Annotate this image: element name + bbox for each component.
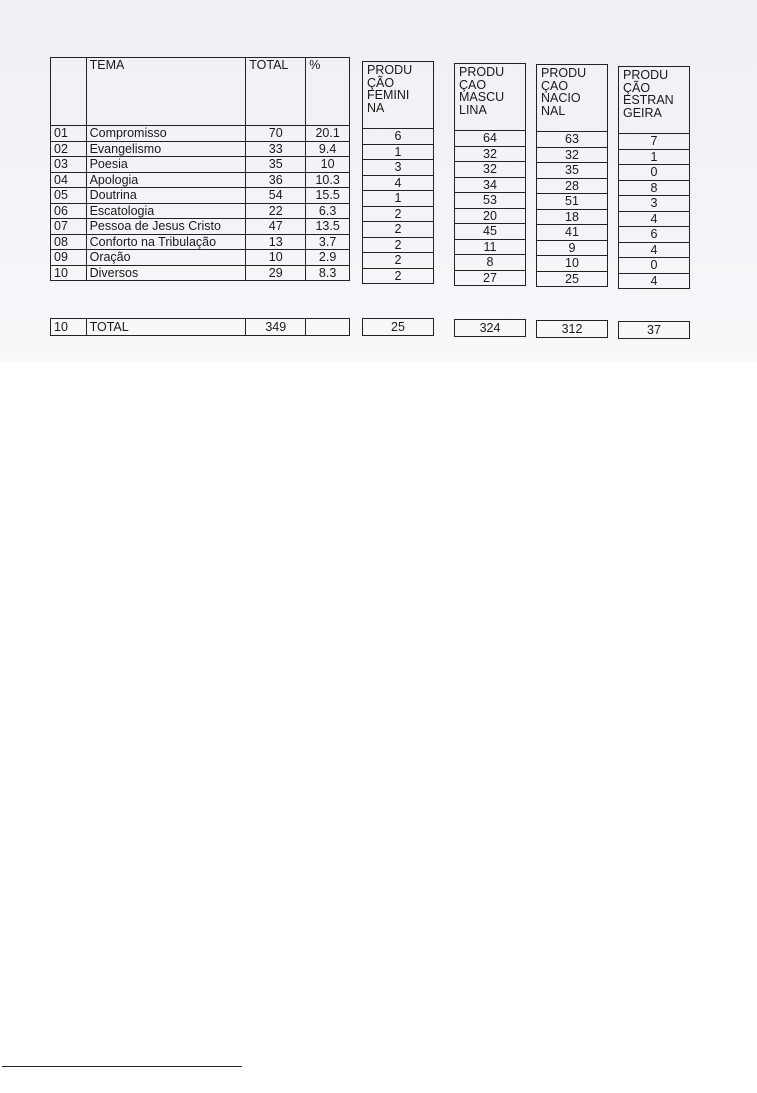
row-tema: Doutrina (86, 188, 246, 204)
totals-total: 349 (246, 319, 306, 336)
totals-table (50, 318, 350, 336)
header-num (51, 58, 87, 126)
table-row (363, 206, 434, 222)
table-row (455, 146, 526, 162)
row-fem: 4 (363, 175, 434, 191)
row-est: 3 (619, 196, 690, 212)
row-nac: 32 (537, 147, 608, 163)
row-pct: 9.4 (306, 141, 350, 157)
table-row (537, 132, 608, 148)
row-nac: 10 (537, 256, 608, 272)
table-row (363, 253, 434, 269)
row-fem: 1 (363, 191, 434, 207)
row-est: 7 (619, 134, 690, 150)
row-pct: 2.9 (306, 250, 350, 266)
row-masc: 32 (455, 162, 526, 178)
table-row (455, 162, 526, 178)
row-pct: 10.3 (306, 172, 350, 188)
header-pct: % (306, 58, 350, 126)
header-masculina: PRODU ÇAO MASCU LINA (455, 64, 526, 131)
table-row (363, 175, 434, 191)
row-nac: 25 (537, 271, 608, 287)
total-masculina: 324 (455, 320, 526, 337)
row-pct: 8.3 (306, 265, 350, 281)
row-est: 4 (619, 242, 690, 258)
table-row (363, 237, 434, 253)
totals-label: TOTAL (86, 319, 246, 336)
row-nac: 35 (537, 163, 608, 179)
masculina-table (454, 63, 526, 286)
table-row (363, 191, 434, 207)
table-row (537, 209, 608, 225)
table-row (455, 239, 526, 255)
header-total: TOTAL (246, 58, 306, 126)
row-tema: Oração (86, 250, 246, 266)
table-row (51, 265, 350, 281)
table-row (619, 134, 690, 150)
row-est: 6 (619, 227, 690, 243)
table-row (51, 203, 350, 219)
row-num: 05 (51, 188, 87, 204)
row-tema: Compromisso (86, 126, 246, 142)
row-fem: 2 (363, 237, 434, 253)
table-row (51, 141, 350, 157)
row-pct: 15.5 (306, 188, 350, 204)
row-total: 13 (246, 234, 306, 250)
masculina-total-table (454, 319, 526, 337)
row-est: 4 (619, 211, 690, 227)
row-pct: 20.1 (306, 126, 350, 142)
table-row (537, 163, 608, 179)
row-tema: Diversos (86, 265, 246, 281)
row-nac: 41 (537, 225, 608, 241)
table-row (455, 208, 526, 224)
header-nacional: PRODU ÇAO NACIO NAL (537, 65, 608, 132)
table-row (619, 242, 690, 258)
row-nac: 28 (537, 178, 608, 194)
row-pct: 10 (306, 157, 350, 173)
theme-table (50, 57, 350, 281)
table-row (363, 268, 434, 284)
row-est: 8 (619, 180, 690, 196)
row-masc: 32 (455, 146, 526, 162)
row-nac: 18 (537, 209, 608, 225)
row-num: 01 (51, 126, 87, 142)
table-row (455, 224, 526, 240)
total-estrangeira: 37 (619, 322, 690, 339)
row-num: 02 (51, 141, 87, 157)
feminina-total-table (362, 318, 434, 336)
row-masc: 11 (455, 239, 526, 255)
row-fem: 2 (363, 206, 434, 222)
row-num: 07 (51, 219, 87, 235)
table-row (51, 157, 350, 173)
row-nac: 51 (537, 194, 608, 210)
table-row (619, 149, 690, 165)
row-total: 35 (246, 157, 306, 173)
row-nac: 9 (537, 240, 608, 256)
row-est: 0 (619, 165, 690, 181)
table-row (619, 227, 690, 243)
row-total: 47 (246, 219, 306, 235)
row-masc: 45 (455, 224, 526, 240)
header-feminina: PRODU ÇÃO FEMINI NA (363, 62, 434, 129)
estrangeira-table (618, 66, 690, 289)
row-masc: 20 (455, 208, 526, 224)
table-row (363, 222, 434, 238)
header-row (51, 58, 350, 126)
row-tema: Conforto na Tribulação (86, 234, 246, 250)
table-row (537, 271, 608, 287)
row-nac: 63 (537, 132, 608, 148)
row-masc: 53 (455, 193, 526, 209)
row-fem: 6 (363, 129, 434, 145)
estrangeira-total-table (618, 321, 690, 339)
row-num: 09 (51, 250, 87, 266)
row-pct: 6.3 (306, 203, 350, 219)
row-total: 70 (246, 126, 306, 142)
row-num: 04 (51, 172, 87, 188)
table-row (537, 194, 608, 210)
row-masc: 64 (455, 131, 526, 147)
table-row (363, 129, 434, 145)
row-num: 03 (51, 157, 87, 173)
row-tema: Evangelismo (86, 141, 246, 157)
table-row (51, 172, 350, 188)
row-masc: 27 (455, 270, 526, 286)
table-row (537, 225, 608, 241)
row-fem: 2 (363, 268, 434, 284)
row-masc: 8 (455, 255, 526, 271)
row-est: 1 (619, 149, 690, 165)
table-row (455, 177, 526, 193)
table-row (455, 193, 526, 209)
row-tema: Poesia (86, 157, 246, 173)
row-total: 10 (246, 250, 306, 266)
row-num: 06 (51, 203, 87, 219)
feminina-table (362, 61, 434, 284)
table-row (537, 178, 608, 194)
row-est: 0 (619, 258, 690, 274)
row-fem: 2 (363, 253, 434, 269)
table-row (619, 258, 690, 274)
row-total: 54 (246, 188, 306, 204)
row-fem: 3 (363, 160, 434, 176)
table-row (537, 147, 608, 163)
totals-pct (306, 319, 350, 336)
table-row (455, 255, 526, 271)
table-row (51, 234, 350, 250)
table-row (51, 188, 350, 204)
row-fem: 1 (363, 144, 434, 160)
row-pct: 3.7 (306, 234, 350, 250)
row-tema: Apologia (86, 172, 246, 188)
table-row (51, 219, 350, 235)
table-row (363, 160, 434, 176)
totals-num: 10 (51, 319, 87, 336)
totals-row (51, 319, 350, 336)
table-row (537, 256, 608, 272)
row-num: 08 (51, 234, 87, 250)
table-row (619, 196, 690, 212)
row-total: 36 (246, 172, 306, 188)
row-fem: 2 (363, 222, 434, 238)
table-row (51, 126, 350, 142)
nacional-total-table (536, 320, 608, 338)
row-total: 22 (246, 203, 306, 219)
table-row (51, 250, 350, 266)
row-tema: Escatologia (86, 203, 246, 219)
row-total: 29 (246, 265, 306, 281)
header-tema: TEMA (86, 58, 246, 126)
footnote-rule (2, 1066, 242, 1067)
total-nacional: 312 (537, 321, 608, 338)
table-row (537, 240, 608, 256)
table-row (619, 273, 690, 289)
row-masc: 34 (455, 177, 526, 193)
row-num: 10 (51, 265, 87, 281)
table-row (455, 131, 526, 147)
total-feminina: 25 (363, 319, 434, 336)
table-row (619, 211, 690, 227)
row-est: 4 (619, 273, 690, 289)
table-row (363, 144, 434, 160)
table-row (619, 165, 690, 181)
row-pct: 13.5 (306, 219, 350, 235)
header-estrangeira: PRODU ÇÃO ESTRAN GEIRA (619, 67, 690, 134)
row-tema: Pessoa de Jesus Cristo (86, 219, 246, 235)
table-row (455, 270, 526, 286)
row-total: 33 (246, 141, 306, 157)
table-row (619, 180, 690, 196)
nacional-table (536, 64, 608, 287)
